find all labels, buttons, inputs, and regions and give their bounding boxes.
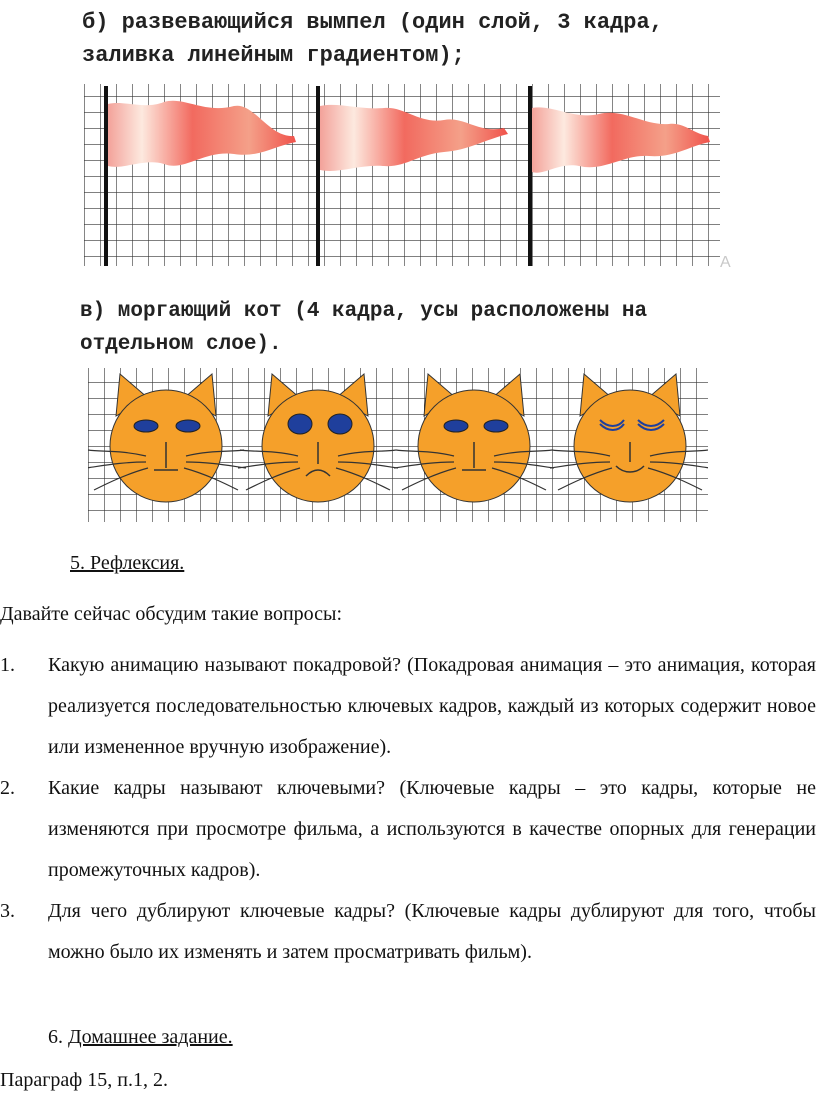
question-text: Для чего дублируют ключевые кадры? (Ключевые кадры дублируют для того, чтобы можно было их изменять и затем просматривать фильм).: [48, 900, 816, 963]
figure-caption-b: [82, 6, 782, 72]
figure-caption-v: [80, 295, 780, 361]
caption-v-line2: отдельном слое).: [80, 333, 282, 356]
corner-mark: A: [720, 254, 731, 271]
section-6-title: Домашнее задание.: [68, 1026, 233, 1048]
intro-text: Давайте сейчас обсудим такие вопросы:: [0, 603, 343, 625]
question-number: 1.: [0, 654, 15, 676]
question-list: [0, 645, 816, 973]
section-6-number: 6.: [48, 1026, 63, 1048]
caption-b-line2: заливка линейным градиентом);: [82, 43, 465, 68]
question-number: 2.: [0, 777, 15, 799]
question-text: Какую анимацию называют покадровой? (Покадровая анимация – это анимация, которая реализуется последовательностью ключевых кадров, каждый из которых содержит новое или измененное вручную изображение).: [48, 654, 816, 758]
caption-v-line1: в) моргающий кот (4 кадра, усы расположены на: [80, 300, 648, 323]
homework-text: Параграф 15, п.1, 2.: [0, 1069, 168, 1091]
question-item-1: [0, 645, 816, 768]
pennant-animation-figure: [84, 80, 720, 270]
question-text: Какие кадры называют ключевыми? (Ключевые кадры – это кадры, которые не изменяются при просмотре фильма, а используются в качестве опорных для генерации промежуточных кадров).: [48, 777, 816, 881]
question-item-3: [0, 891, 816, 973]
section-5-heading: 5. Рефлексия.: [70, 552, 185, 574]
question-item-2: [0, 768, 816, 891]
question-number: 3.: [0, 900, 15, 922]
blinking-cat-figure: [88, 366, 708, 524]
caption-b-line1: б) развевающийся вымпел (один слой, 3 кадра,: [82, 10, 663, 35]
section-6-heading: [48, 1026, 233, 1049]
